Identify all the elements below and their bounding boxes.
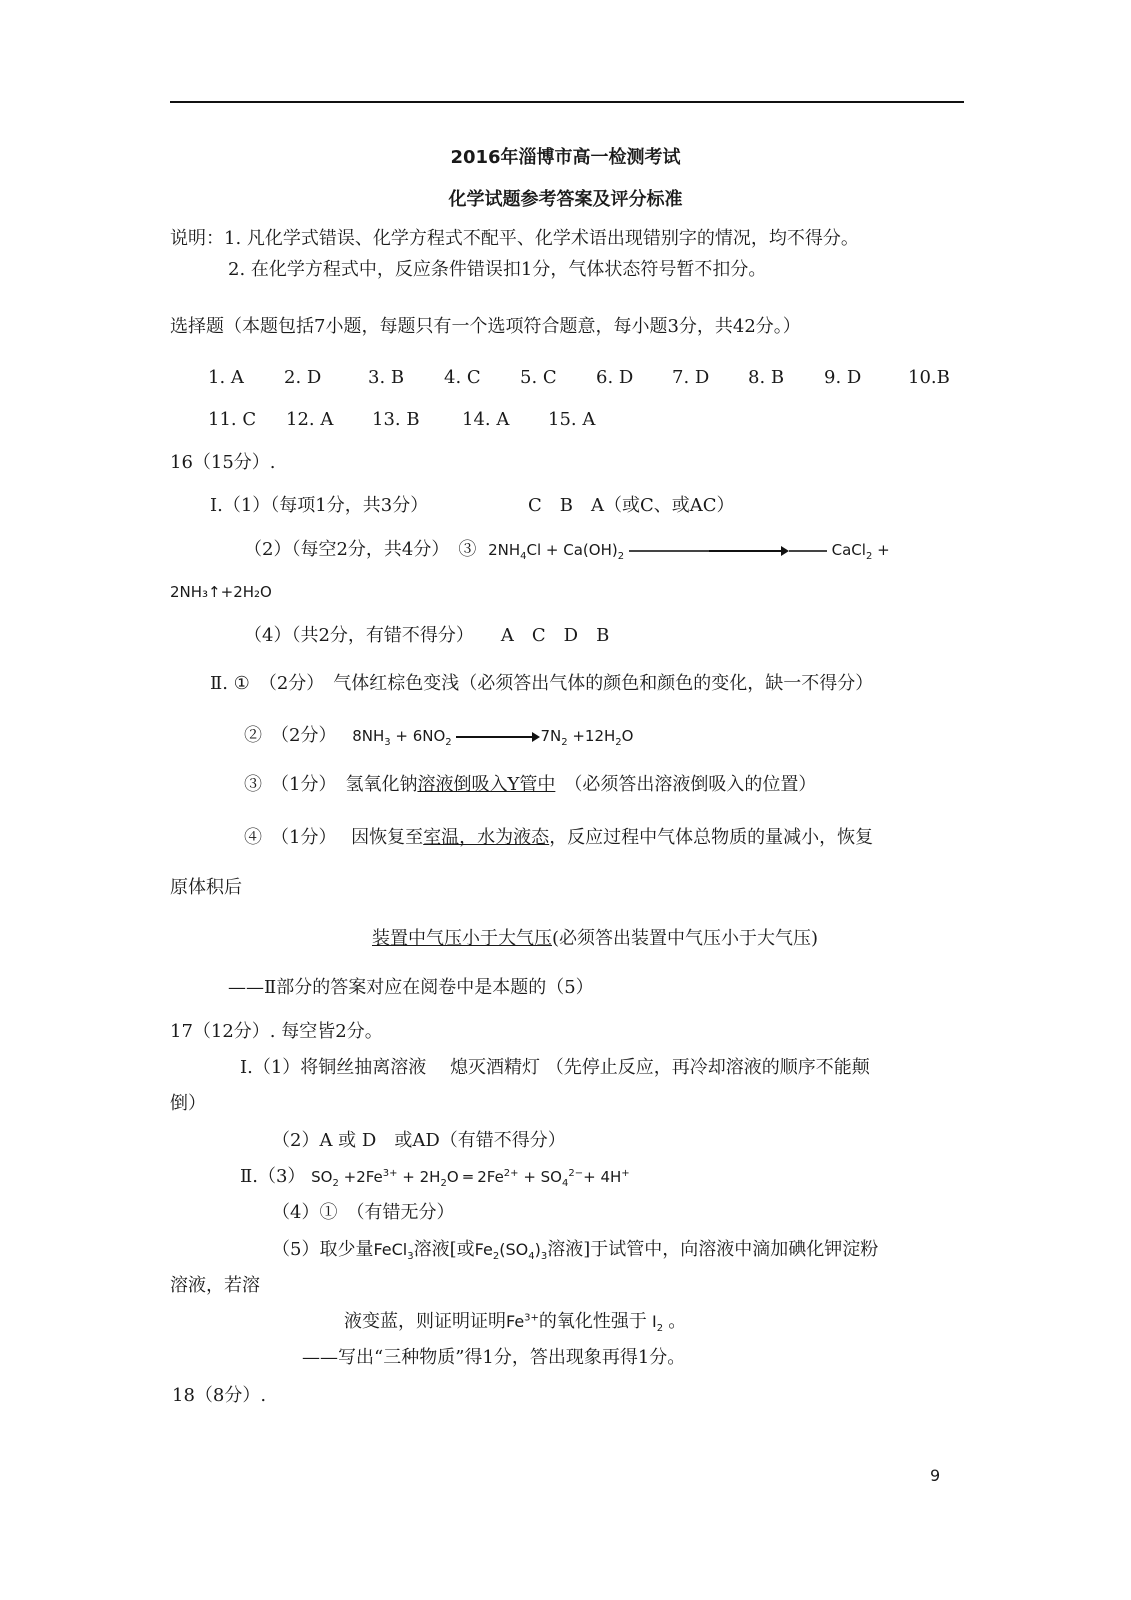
- mcq-answer: 14. A: [462, 409, 510, 430]
- mcq-answer: 6. D: [596, 367, 634, 388]
- q16-part2-3-note: （必须答出溶液倒吸入的位置）: [555, 774, 817, 795]
- q17-part2-5-text: （5）取少量: [272, 1239, 374, 1260]
- q16-part1-1: Ⅰ.（1）（每项1分，共3分）: [210, 495, 429, 516]
- q17-part2-5: [272, 1238, 878, 1262]
- q17-part1-1: Ⅰ.（1）将铜丝抽离溶液 熄灭酒精灯 （先停止反应，再冷却溶液的顺序不能颠: [240, 1057, 870, 1078]
- q16-part2-3: [244, 773, 816, 797]
- page-subtitle: 化学试题参考答案及评分标准: [448, 189, 683, 210]
- q17-formula-fecl3: FeCl$_3$: [373, 1240, 414, 1263]
- q17-part2-4: （4）① （有错无分）: [272, 1202, 455, 1223]
- mcq-answer: 5. C: [520, 367, 557, 388]
- q16-part2-4-text-2: ，反应过程中气体总物质的量减小，恢复: [549, 827, 874, 848]
- q16-equation-1: $2NH_4Cl + Ca(OH)_2$ CaCl$_2$ +: [488, 541, 890, 562]
- q16-part2-2: [244, 724, 633, 748]
- q16-part2-4-cont: 原体积后: [170, 877, 242, 898]
- q18-header: 18（8分）.: [172, 1385, 267, 1406]
- q17-part2-5-cont: 溶液，若溶: [170, 1275, 260, 1296]
- q16-part2-4-note: (必须答出装置中气压小于大气压): [552, 928, 819, 949]
- mcq-answer: 12. A: [286, 409, 334, 430]
- q16-part2-3-text: ③ （1分） 氢氧化钠: [244, 774, 418, 795]
- mcq-header: 选择题（本题包括7小题，每题只有一个选项符合题意，每小题3分，共42分。）: [170, 316, 801, 337]
- mcq-answer: 10.B: [908, 367, 950, 388]
- q17-part2-5-text-3: 溶液]于试管中，向溶液中滴加碘化钾淀粉: [547, 1239, 879, 1260]
- q16-part2-4-key-2: 装置中气压小于大气压: [372, 928, 552, 949]
- mcq-answer: 2. D: [284, 367, 322, 388]
- note-1: 说明：1. 凡化学式错误、化学方程式不配平、化学术语出现错别字的情况，均不得分。: [170, 228, 859, 249]
- q17-part2-5-line2: [344, 1310, 686, 1334]
- mcq-answer: 15. A: [548, 409, 596, 430]
- q16-part2-1: Ⅱ. ① （2分） 气体红棕色变浅（必须答出气体的颜色和颜色的变化，缺一不得分）: [210, 673, 874, 694]
- q17-part1-1-cont: 倒）: [170, 1093, 206, 1114]
- q16-part2-4-key: 室温，水为液态: [423, 827, 550, 848]
- mcq-answers-row-1: [208, 366, 950, 390]
- q17-formula-fe2so43: $Fe_2(SO_4)_3$: [474, 1240, 548, 1263]
- q16-part2-4-line3: [372, 927, 818, 951]
- q17-note: ——写出“三种物质”得1分，答出现象再得1分。: [302, 1347, 686, 1368]
- mcq-answer: 9. D: [824, 367, 862, 388]
- q16-equation-1-cont: 2NH₃↑+2H₂O: [170, 583, 272, 601]
- q16-part2-4: [244, 826, 873, 850]
- note-2: 2. 在化学方程式中，反应条件错误扣1分，气体状态符号暂不扣分。: [228, 259, 767, 280]
- q17-part2-5-text-5: 的氧化性强于: [538, 1311, 647, 1332]
- q16-part1-2: [244, 538, 890, 562]
- q17-equation: $SO_2 +2Fe^{3+} + 2H_2O$ ═ $2Fe^{2+} + SO_4^{2-}+ 4H^+$: [311, 1168, 630, 1189]
- q16-part1-4: （4）（共2分，有错不得分） A C D B: [244, 625, 610, 646]
- q17-formula-i2: $I_2$: [646, 1312, 664, 1335]
- q17-part2-3-label: Ⅱ.（3）: [240, 1166, 306, 1187]
- q16-header: 16（15分）.: [170, 452, 276, 473]
- q16-part1-2-label: （2）（每空2分，共4分） ③: [244, 539, 477, 560]
- mcq-answer: 3. B: [368, 367, 405, 388]
- q17-part2-5-text-2: 溶液[或: [413, 1239, 475, 1260]
- q16-part2-note: ——Ⅱ部分的答案对应在阅卷中是本题的（5）: [228, 977, 594, 998]
- page-title: 2016年淄博市高一检测考试: [450, 147, 681, 168]
- mcq-answer: 13. B: [372, 409, 420, 430]
- q17-header: 17（12分）. 每空皆2分。: [170, 1021, 383, 1042]
- mcq-answer: 8. B: [748, 367, 785, 388]
- page-number: 9: [930, 1466, 941, 1485]
- q17-part2-5-end: 。: [668, 1311, 687, 1332]
- mcq-answer: 11. C: [208, 409, 257, 430]
- q16-part2-4-text: ④ （1分） 因恢复至: [244, 827, 424, 848]
- q17-part2-5-text-4: 液变蓝，则证明证明: [344, 1311, 506, 1332]
- mcq-answer: 1. A: [208, 367, 244, 388]
- q16-part2-3-key: 溶液倒吸入Y管中: [417, 774, 556, 795]
- header-rule: [170, 101, 964, 103]
- mcq-answers-row-2: [208, 408, 595, 432]
- q17-part1-2: （2）A 或 D 或AD（有错不得分）: [272, 1130, 566, 1151]
- mcq-answer: 4. C: [444, 367, 481, 388]
- q16-part2-2-label: ② （2分）: [244, 725, 337, 746]
- q17-part2-3: [240, 1165, 630, 1189]
- mcq-answer: 7. D: [672, 367, 710, 388]
- q16-part1-1-answer: C B A（或C、或AC）: [528, 495, 735, 516]
- q17-formula-fe3: $Fe^{3+}$: [506, 1312, 539, 1331]
- q16-equation-2: $8NH_3 + 6NO_2$ $7N_2 +12H_2O$: [352, 727, 634, 748]
